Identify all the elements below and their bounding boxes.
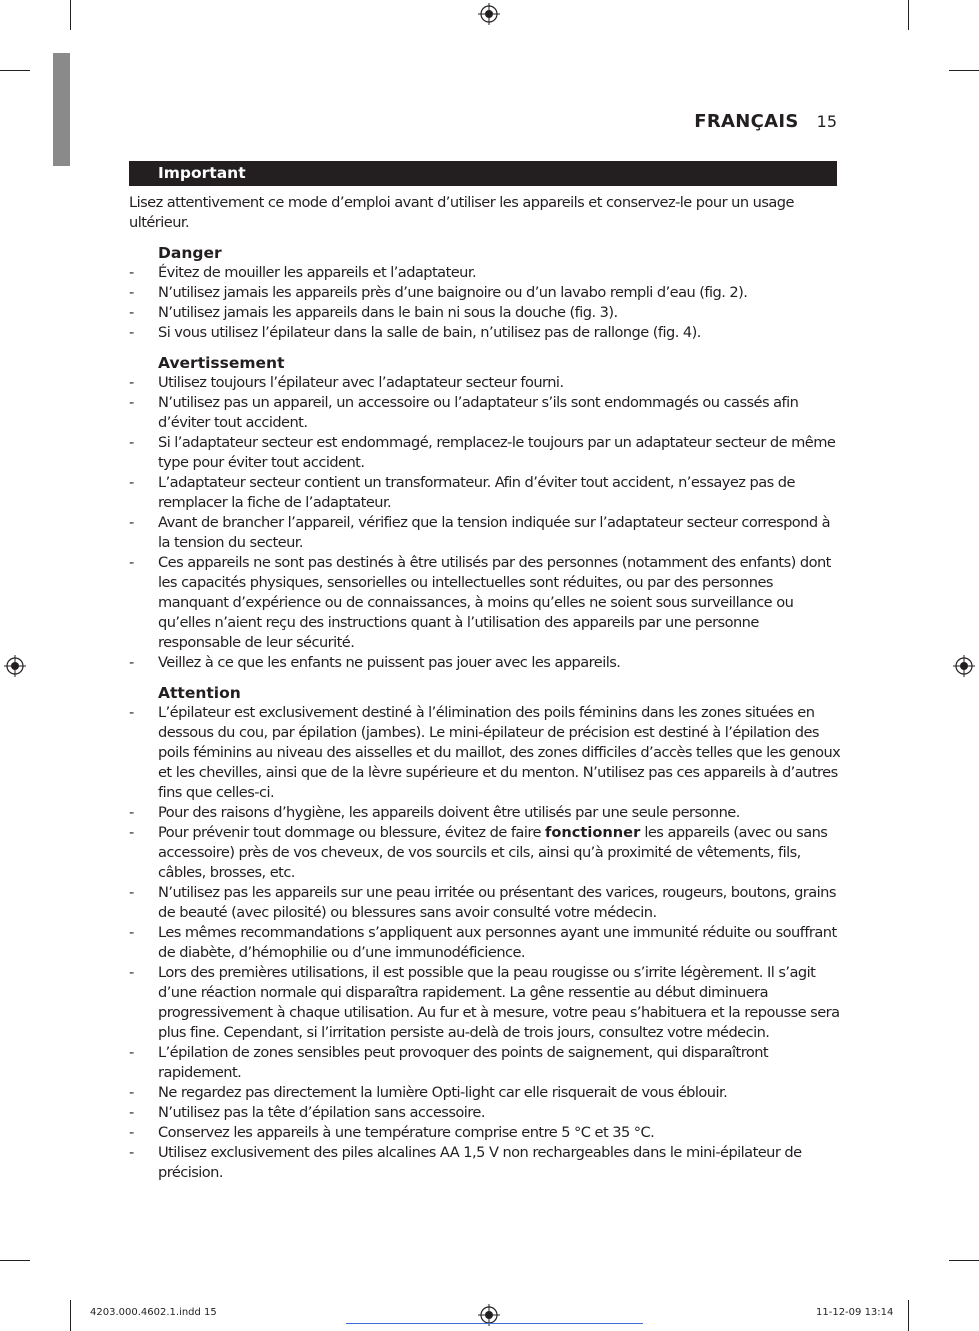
list-item: - Conservez les appareils à une température comprise entre 5 °C et 35 °C. [129,1123,841,1143]
language-tab-marker [53,53,70,166]
section-title-bar [129,161,837,186]
list-item: - Ces appareils ne sont pas destinés à être utilisés par des personnes (notamment des enfants) dont les capacités physiques, sensorielles ou intellectuelles sont réduites, ou par des personnes manquant d’expérience ou de connaissances, à moins qu’elles ne soient sous surveillance ou qu’elles n’aient reçu des instructions quant à l’utilisation des appareils par une personne responsable de leur sécurité. [129,553,841,653]
list-item: - Utilisez exclusivement des piles alcalines AA 1,5 V non rechargeables dans le mini-épilateur de précision. [129,1143,841,1183]
warning-list [129,373,841,673]
crop-mark [949,70,979,71]
crop-mark [0,1260,30,1261]
crop-mark [70,1300,71,1331]
page-number: 15 [816,112,837,131]
emphasis-text: fonctionner [544,824,641,841]
language-label: FRANÇAIS [694,111,799,132]
list-item-text: les appareils (avec ou sans accessoire) près de vos cheveux, de vos sourcils et cils, ainsi qu’à proximité de vêtements, fils, câbles, brosses, etc. [158,824,828,881]
list-item: - L’épilation de zones sensibles peut provoquer des points de saignement, qui disparaîtront rapidement. [129,1043,841,1083]
crop-mark [0,70,30,71]
registration-mark-icon [478,3,500,25]
list-item: - Ne regardez pas directement la lumière Opti-light car elle risquerait de vous éblouir. [129,1083,841,1103]
list-item: - N’utilisez pas la tête d’épilation sans accessoire. [129,1103,841,1123]
danger-heading: Danger [158,244,222,262]
list-item: - L’adaptateur secteur contient un transformateur. Afin d’éviter tout accident, n’essayez pas de remplacer la fiche de l’adaptateur. [129,473,841,513]
section-title: Important [158,164,246,182]
list-item: - Lors des premières utilisations, il est possible que la peau rougisse ou s’irrite légèrement. Il s’agit d’une réaction normale qui disparaîtra rapidement. La gêne ressentie au début diminuera progressivement à chaque utilisation. Au fur et à mesure, votre peau s’habituera et la repousse sera plus fine. Cependant, si l’irritation persiste au-delà de trois jours, consultez votre médecin. [129,963,841,1043]
danger-list [129,263,841,343]
caution-list [129,703,841,1183]
list-item: - Veillez à ce que les enfants ne puissent pas jouer avec les appareils. [129,653,841,673]
list-item: - Si vous utilisez l’épilateur dans la salle de bain, n’utilisez pas de rallonge (fig. 4). [129,323,841,343]
footer-datetime: 11-12-09 13:14 [816,1307,894,1318]
page-header [694,111,837,132]
crop-mark [70,0,71,30]
footer-rule [346,1323,643,1324]
crop-mark [908,0,909,30]
list-item-text: Pour prévenir tout dommage ou blessure, évitez de faire [158,824,545,841]
caution-heading: Attention [158,684,241,702]
document-body [129,193,841,1193]
list-item: - Les mêmes recommandations s’appliquent aux personnes ayant une immunité réduite ou souffrant de diabète, d’hémophilie ou d’une immunodéficience. [129,923,841,963]
warning-heading: Avertissement [158,354,285,372]
list-item [129,823,841,883]
registration-mark-icon [953,655,975,677]
list-item: - Si l’adaptateur secteur est endommagé, remplacez-le toujours par un adaptateur secteur de même type pour éviter tout accident. [129,433,841,473]
list-item: - Avant de brancher l’appareil, vérifiez que la tension indiquée sur l’adaptateur secteur correspond à la tension du secteur. [129,513,841,553]
footer-filename: 4203.000.4602.1.indd 15 [90,1307,217,1318]
list-item: - N’utilisez pas les appareils sur une peau irritée ou présentant des varices, rougeurs, boutons, grains de beauté (avec pilosité) ou blessures sans avoir consulté votre médecin. [129,883,841,923]
list-item: - Pour des raisons d’hygiène, les appareils doivent être utilisés par une seule personne. [129,803,841,823]
crop-mark [949,1260,979,1261]
list-item: - N’utilisez jamais les appareils dans le bain ni sous la douche (fig. 3). [129,303,841,323]
list-item: - Utilisez toujours l’épilateur avec l’adaptateur secteur fourni. [129,373,841,393]
crop-mark [908,1300,909,1331]
list-item: - Évitez de mouiller les appareils et l’adaptateur. [129,263,841,283]
list-item: - N’utilisez pas un appareil, un accessoire ou l’adaptateur s’ils sont endommagés ou cassés afin d’éviter tout accident. [129,393,841,433]
intro-paragraph: Lisez attentivement ce mode d’emploi avant d’utiliser les appareils et conservez-le pour un usage ultérieur. [129,194,794,231]
list-item: - L’épilateur est exclusivement destiné à l’élimination des poils féminins dans les zones situées en dessous du cou, par épilation (jambes). Le mini-épilateur de précision est destiné à l’épilation des poils féminins au niveau des aisselles et du maillot, des zones difficiles d’accès telles que les genoux et les chevilles, ainsi que de la lèvre supérieure et du menton. N’utilisez pas ces appareils à d’autres fins que celles-ci. [129,703,841,803]
list-item: - N’utilisez jamais les appareils près d’une baignoire ou d’un lavabo rempli d’eau (fig. 2). [129,283,841,303]
registration-mark-icon [4,655,26,677]
